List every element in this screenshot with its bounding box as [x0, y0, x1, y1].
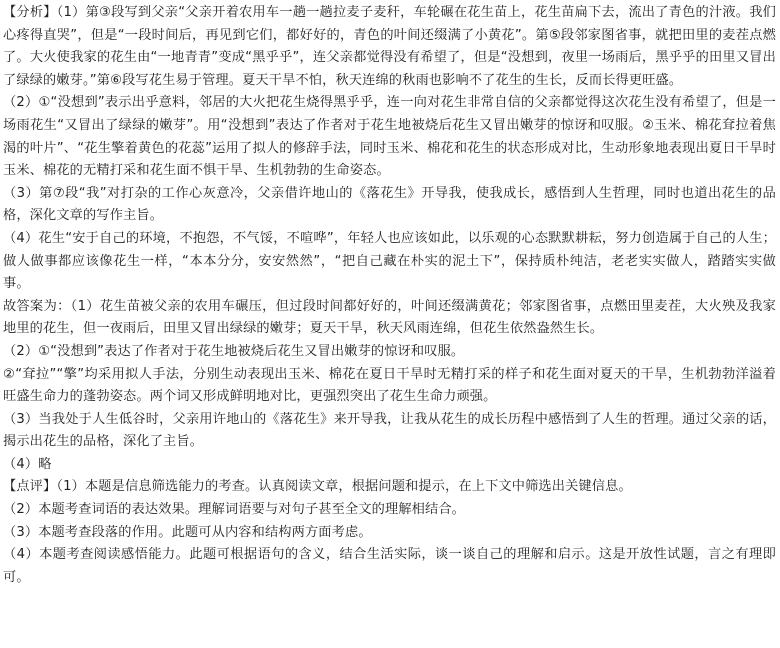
answer-paragraph: 故答案为：（1）花生苗被父亲的农用车碾压，但过段时间都好好的，叶间还缀满黄花；邻家图省事，点燃田里麦茬，大火殃及我家地里的花生，但一夜雨后，田里又冒出绿绿的嫩芽；夏天干旱，秋天风雨连绵，但花生依然盎然生长。	[3, 298, 776, 337]
comment-paragraph: （3）本题考查段落的作用。此题可从内容和结构两方面考虑。	[3, 524, 372, 540]
analysis-paragraph: （3）第⑦段“我”对打杂的工作心灰意冷，父亲借许地山的《落花生》开导我，使我成长，感悟到人生哲理，同时也道出花生的品格，深化文章的写作主旨。	[3, 185, 776, 224]
answer-paragraph: ②“耷拉”“擎”均采用拟人手法，分别生动表现出玉米、棉花在夏日干旱时无精打采的样子和花生面对夏天的干旱，生机勃勃洋溢着旺盛生命力的蓬勃姿态。两个词又形成鲜明地对比，更强烈突出了花生生命力顽强。	[3, 366, 776, 405]
answer-paragraph: （2）①“没想到”表达了作者对于花生地被烧后花生又冒出嫩芽的惊讶和叹服。	[3, 343, 465, 359]
analysis-paragraph: （4）花生“安于自己的环境，不抱怨，不气馁，不喧哗”，年轻人也应该如此，以乐观的心态默默耕耘，努力创造属于自己的人生；做人做事都应该像花生一样，“本本分分，安安然然”，“把自己藏在朴实的泥土下”，保持质朴纯洁，老老实实做人，踏踏实实做事。	[3, 230, 776, 292]
analysis-paragraph: 【分析】（1）第③段写到父亲“父亲开着农用车一趟一趟拉麦子麦秆，车轮碾在花生苗上，花生苗扁下去，流出了青色的汁液。我们心疼得直哭”，但是“一段时间后，再见到它们，都好好的，青色的叶间还缀满了小黄花”。第⑤段邻家图省事，就把田里的麦茬点燃了。大火使我家的花生由“一地青青”变成“黑乎乎”，连父亲都觉得没有希望了，但是“没想到，夜里一场雨后，黑乎乎的田里又冒出了绿绿的嫩芽。”第⑥段写花生易于管理。夏天干旱不怕，秋天连绵的秋雨也影响不了花生的生长，反而长得更旺盛。	[3, 5, 776, 88]
comment-paragraph: （2）本题考查词语的表达效果。理解词语要与对句子甚至全文的理解相结合。	[3, 502, 466, 518]
answer-paragraph: （3）当我处于人生低谷时，父亲用许地山的《落花生》来开导我，让我从花生的成长历程中感悟到了人生的哲理。通过父亲的话，揭示出花生的品格，深化了主旨。	[3, 411, 776, 450]
analysis-paragraph: （2）①“没想到”表示出乎意料，邻居的大火把花生烧得黑乎乎，连一向对花生非常自信的父亲都觉得这次花生没有希望了，但是一场雨花生“又冒出了绿绿的嫩芽”。用“没想到”表达了作者对于花生地被烧后花生又冒出嫩芽的惊讶和叹服。②玉米、棉花耷拉着焦渴的叶片”、“花生擎着黄色的花蕊”运用了拟人的修辞手法，同时玉米、棉花和花生的状态形成对比，生动形象地表现出夏日干旱时玉米、棉花的无精打采和花生面不惧干旱、生机勃勃的生命姿态。	[3, 95, 776, 179]
comment-paragraph: （4）本题考查阅读感悟能力。此题可根据语句的含义，结合生活实际，谈一谈自己的理解和启示。这是开放性试题，言之有理即可。	[3, 547, 776, 585]
comment-paragraph: 【点评】（1）本题是信息筛选能力的考查。认真阅读文章，根据问题和提示，在上下文中筛选出关键信息。	[3, 479, 632, 495]
answer-paragraph: （4）略	[3, 456, 52, 472]
